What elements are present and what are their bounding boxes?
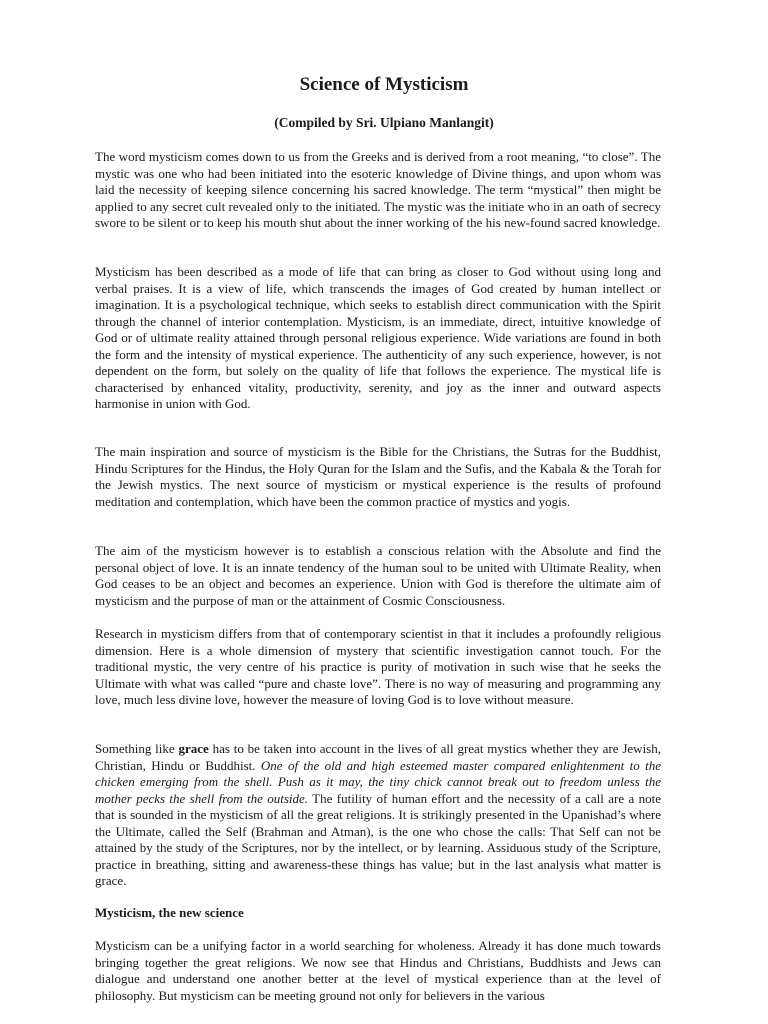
paragraph-grace <box>95 741 661 890</box>
paragraph-1: The word mysticism comes down to us from the Greeks and is derived from a root meaning, “to close”. The mystic was one who had been initiated into the esoteric knowledge of Divine things, and upon whom was laid the necessity of keeping silence concerning his sacred knowledge. The term “mystical” then might be applied to any secret cult revealed only to the initiated. The mystic was the initiate who in an oath of secrecy swore to be silent or to keep his mouth shut about the inner working of the his new-found sacred knowledge. <box>95 149 661 230</box>
paragraph-2: Mysticism has been described as a mode of life that can bring as closer to God without using long and verbal praises. It is a view of life, which transcends the images of God created by human intellect or imagination. It is a psychological technique, which seeks to establish direct communication with the Spirit through the channel of interior contemplation. Mysticism, is an immediate, direct, intuitive knowledge of God or of ultimate reality attained through personal religious experience. Wide variations are found in both the form and the intensity of mystical experience. The authenticity of any such experience, however, is not dependent on the form, but solely on the quality of life that follows the experience. The mystical life is characterised by enhanced vitality, productivity, serenity, and joy as the inner and outward aspects harmonise in union with God. <box>95 264 661 411</box>
final-paragraph-block <box>95 938 661 1004</box>
grace-bold-word: grace <box>178 741 209 756</box>
grace-after-bold-text: has to be taken into account in the lives of all great mystics whether they are Jewish, Christian, Hindu or Buddhist. <box>95 741 661 773</box>
paragraph-grace-block <box>95 741 661 890</box>
paragraph-3: The main inspiration and source of mysticism is the Bible for the Christians, the Sutras for the Buddhist, Hindu Scriptures for the Hindus, the Holy Quran for the Islam and the Sufis, and the Kabala & the Torah for the Jewish mystics. The next source of mysticism or mystical experience is the results of profound meditation and contemplation, which have been the common practice of mystics and yogis. <box>95 444 661 509</box>
paragraph-2-block <box>95 264 661 413</box>
paragraph-5-block <box>95 626 661 709</box>
paragraph-4: The aim of the mysticism however is to establish a conscious relation with the Absolute and find the personal object of love. It is an innate tendency of the human soul to be united with Ultimate Reality, when God ceases to be an object and becomes an experience. Union with God is therefore the ultimate aim of mysticism and the purpose of man or the attainment of Cosmic Consciousness. <box>95 543 661 608</box>
paragraph-3-block <box>95 444 661 510</box>
grace-rest-text: The futility of human effort and the necessity of a call are a note that is sounded in the mysticism of all the great religions. It is strikingly presented in the Upanishad’s where the Ultimate, called the Self (Brahman and Atman), is the one who chose the calls: That Self can not be attained by the study of the Scriptures, nor by the intellect, or by learning. Assiduous study of the Scripture, practice in breathing, sitting and awareness-these things has value; but in the last analysis what matter is grace. <box>95 790 661 888</box>
grace-italic-quote: One of the old and high esteemed master compared enlightenment to the chicken emerging from the shell. Push as it may, the tiny chick cannot break out to freedom unless the mother pecks the shell from the outside. <box>95 757 662 806</box>
paragraph-1-block <box>95 149 661 232</box>
section-heading: Mysticism, the new science <box>95 905 244 920</box>
final-paragraph: Mysticism can be a unifying factor in a world searching for wholeness. Already it has done much towards bringing together the great religions. We now see that Hindus and Christians, Buddhists and Jews can dialogue and understand one another better at the level of mystical experience than at the level of philosophy. But mysticism can be meeting ground not only for believers in the various <box>95 938 661 1003</box>
paragraph-5: Research in mysticism differs from that of contemporary scientist in that it includes a profoundly religious dimension. Here is a whole dimension of mystery that scientific investigation cannot touch. For the traditional mystic, the very centre of his practice is purity of motivation in such wise that he seeks the Ultimate with what was called “pure and chaste love”. There is no way of measuring and programming any love, much less divine love, however the measure of loving God is to love without measure. <box>95 626 661 707</box>
grace-lead-text: Something like <box>95 741 179 756</box>
section-heading-block <box>95 905 661 922</box>
document-title: Science of Mysticism <box>299 74 469 95</box>
paragraph-4-block <box>95 543 661 609</box>
document-subtitle: (Compiled by Sri. Ulpiano Manlangit) <box>274 115 494 130</box>
